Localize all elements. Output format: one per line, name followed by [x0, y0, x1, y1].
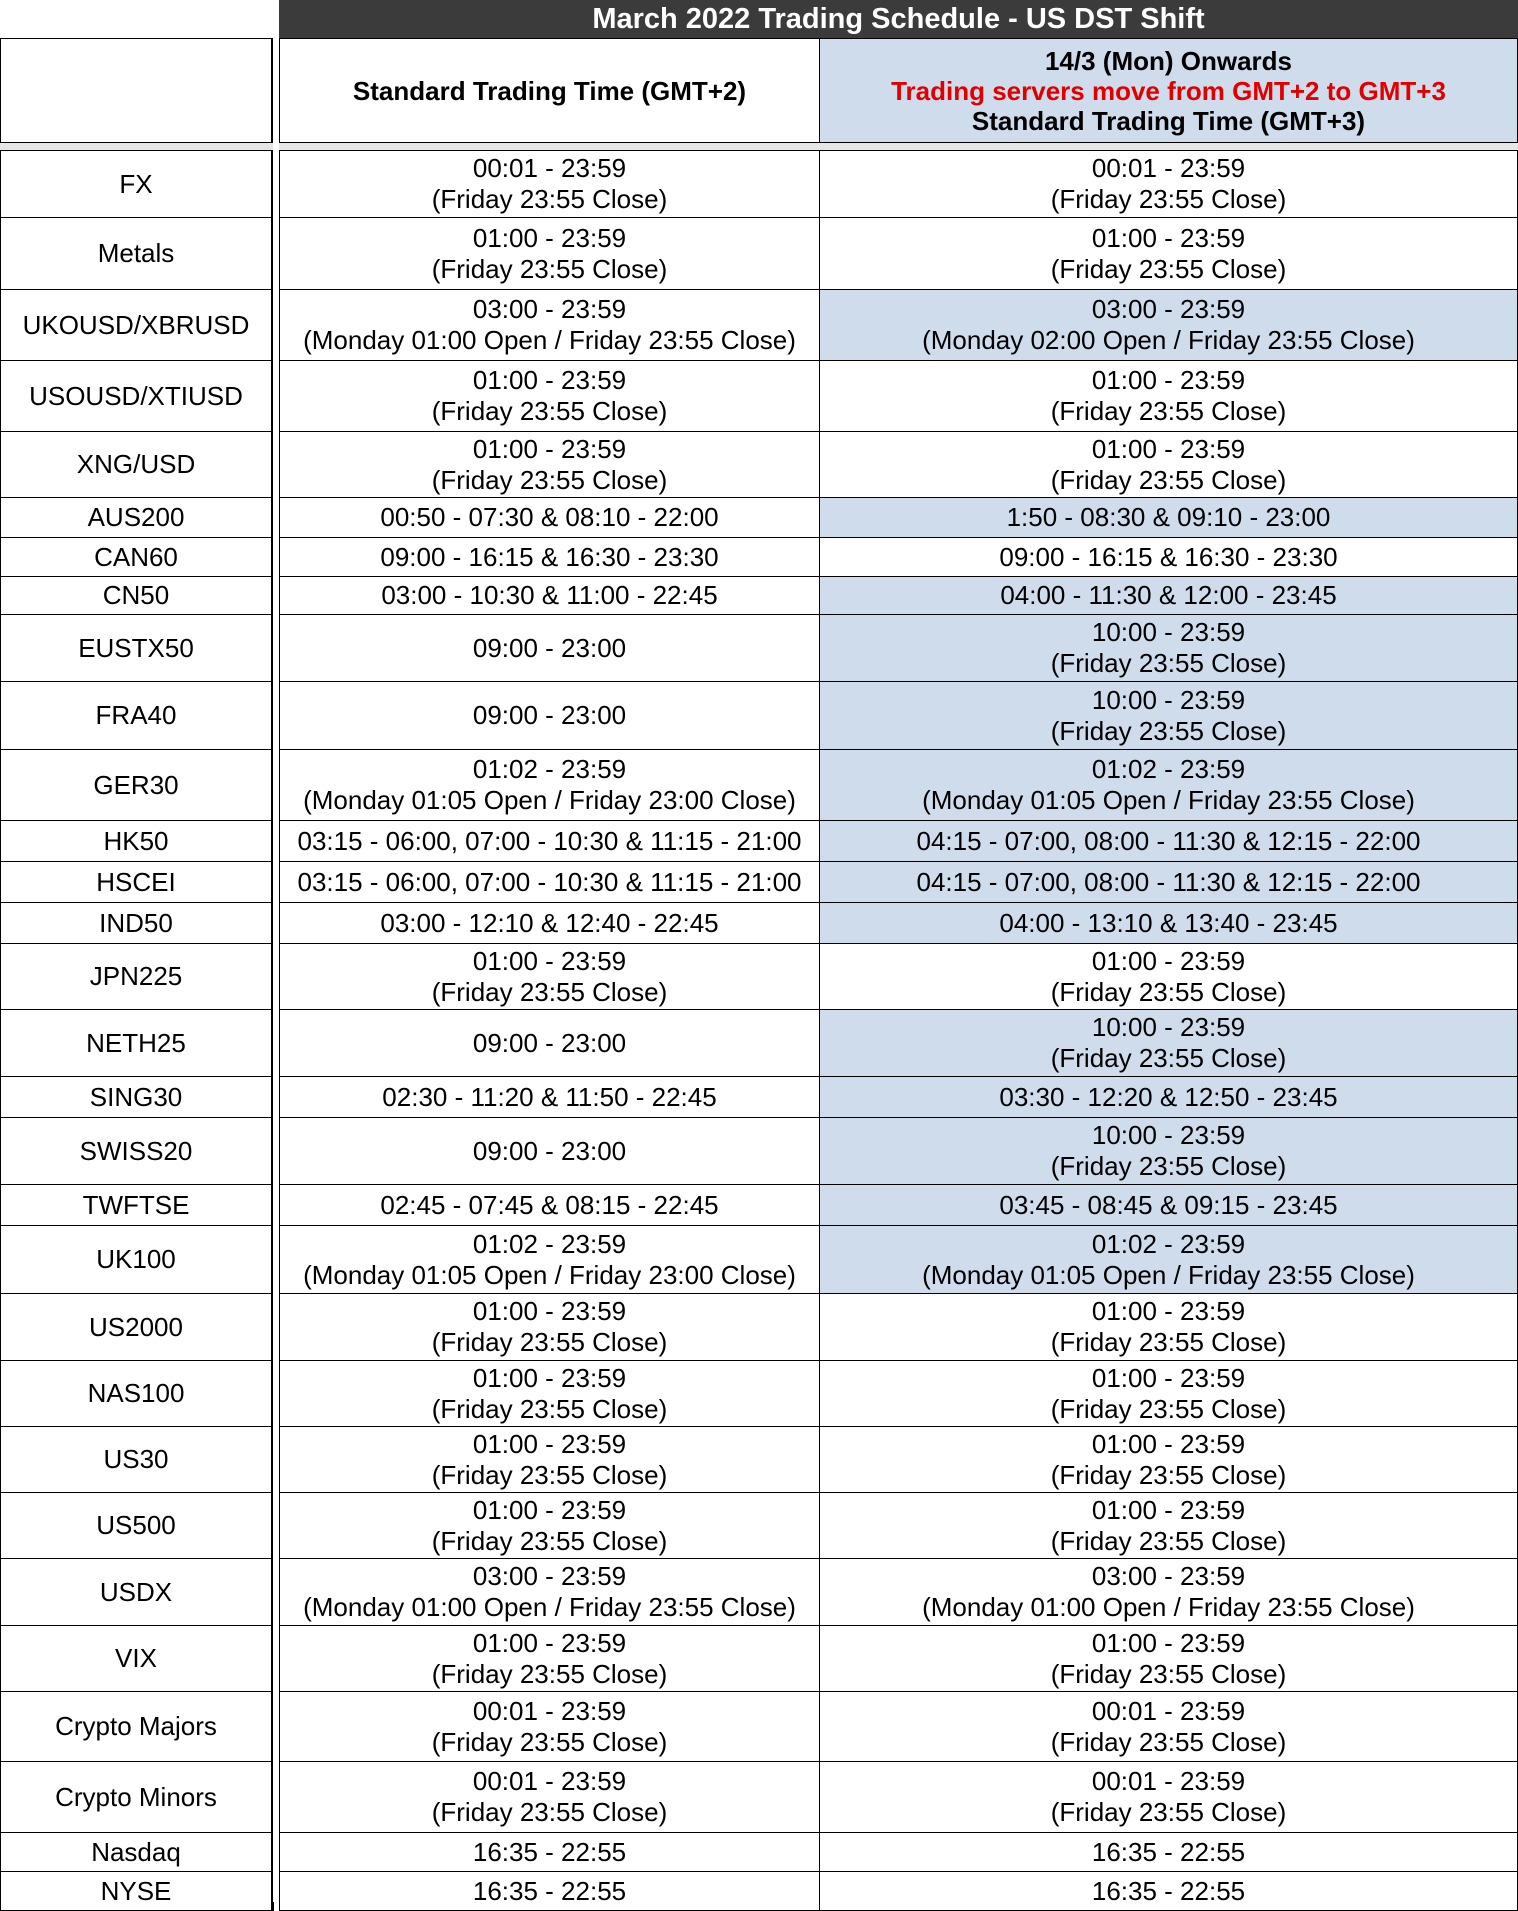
instrument-cell	[0, 861, 274, 903]
instrument-cell	[0, 943, 274, 1010]
instrument-cell	[0, 1009, 274, 1077]
header-new-time	[819, 38, 1518, 143]
current-time-cell-line: 03:00 - 12:10 & 12:40 - 22:45	[380, 907, 719, 938]
current-time-cell-line: (Monday 01:00 Open / Friday 23:55 Close)	[303, 1592, 796, 1622]
new-time-cell-line: (Monday 01:00 Open / Friday 23:55 Close)	[922, 1592, 1415, 1622]
instrument-cell-label: XNG/USD	[76, 449, 196, 479]
header-separator	[0, 143, 1518, 150]
instrument-cell-label: NAS100	[87, 1378, 185, 1408]
new-time-cell-line: 04:00 - 13:10 & 13:40 - 23:45	[999, 907, 1338, 938]
current-time-cell	[279, 497, 820, 538]
instrument-cell-label: FRA40	[95, 700, 177, 730]
instrument-cell	[0, 1184, 274, 1226]
current-time-cell-line: (Monday 01:05 Open / Friday 23:00 Close)	[303, 1259, 796, 1290]
current-time-cell-line: 00:01 - 23:59	[472, 1695, 627, 1726]
instrument-cell	[0, 614, 274, 682]
current-time-cell-line: 09:00 - 23:00	[472, 1027, 627, 1058]
schedule-title: March 2022 Trading Schedule - US DST Shift	[279, 0, 1518, 38]
current-time-cell-line: 01:00 - 23:59	[472, 222, 627, 253]
instrument-cell	[0, 1117, 274, 1185]
current-time-cell	[279, 1492, 820, 1559]
new-time-cell-line: 16:35 - 22:55	[1091, 1836, 1246, 1867]
instrument-cell-label: EUSTX50	[78, 632, 194, 663]
instrument-cell-label: CAN60	[94, 541, 178, 572]
instrument-cell-label: FX	[119, 168, 153, 199]
instrument-cell-label: VIX	[115, 1643, 157, 1673]
instrument-cell-label: HK50	[103, 825, 169, 856]
instrument-cell-label: US30	[103, 1444, 169, 1474]
new-time-cell-line: 10:00 - 23:59	[1091, 684, 1246, 715]
new-time-cell-line: (Friday 23:55 Close)	[1050, 396, 1287, 426]
current-time-cell-line: (Friday 23:55 Close)	[431, 1459, 668, 1490]
instrument-cell	[0, 749, 274, 821]
new-time-cell	[819, 1625, 1518, 1692]
current-time-cell	[279, 1009, 820, 1077]
current-time-cell	[279, 1761, 820, 1833]
instrument-cell	[0, 1076, 274, 1118]
new-time-cell	[819, 360, 1518, 432]
instrument-cell-label: SING30	[89, 1081, 183, 1112]
current-time-cell-line: 01:00 - 23:59	[472, 365, 627, 395]
current-time-cell-line: 01:00 - 23:59	[472, 433, 627, 464]
current-time-cell	[279, 902, 820, 944]
new-time-cell-line: (Friday 23:55 Close)	[1050, 1327, 1287, 1357]
current-time-cell	[279, 681, 820, 750]
new-time-cell	[819, 861, 1518, 903]
instrument-cell-label: SWISS20	[79, 1135, 193, 1166]
new-time-cell-line: (Monday 02:00 Open / Friday 23:55 Close)	[922, 325, 1415, 355]
current-time-cell-line: (Friday 23:55 Close)	[431, 976, 668, 1007]
new-time-cell	[819, 943, 1518, 1010]
new-time-cell	[819, 1293, 1518, 1361]
new-time-cell-line: (Friday 23:55 Close)	[1050, 1043, 1287, 1073]
new-time-cell-line: 00:01 - 23:59	[1091, 1695, 1246, 1726]
new-time-cell	[819, 1184, 1518, 1226]
current-time-cell-line: (Friday 23:55 Close)	[431, 1393, 668, 1424]
new-time-cell	[819, 289, 1518, 361]
new-time-cell-line: 10:00 - 23:59	[1091, 1120, 1246, 1150]
new-time-cell-line: 03:00 - 23:59	[1091, 294, 1246, 324]
current-time-cell	[279, 1117, 820, 1185]
current-time-cell-line: 16:35 - 22:55	[472, 1836, 627, 1867]
current-time-cell	[279, 1076, 820, 1118]
instrument-cell	[0, 902, 274, 944]
instrument-cell	[0, 537, 274, 577]
current-time-cell-line: (Friday 23:55 Close)	[431, 396, 668, 426]
new-time-cell-line: (Friday 23:55 Close)	[1050, 1797, 1287, 1827]
current-time-cell-line: 16:35 - 22:55	[472, 1875, 627, 1906]
new-time-cell-line: (Friday 23:55 Close)	[1050, 184, 1287, 214]
current-time-cell-line: 01:02 - 23:59	[472, 754, 627, 784]
new-time-cell	[819, 1009, 1518, 1077]
instrument-cell-label: Crypto Minors	[55, 1781, 217, 1812]
current-time-cell-line: (Friday 23:55 Close)	[431, 464, 668, 495]
new-time-cell-line: 01:00 - 23:59	[1091, 945, 1246, 976]
current-time-cell-line: 02:30 - 11:20 & 11:50 - 22:45	[382, 1081, 717, 1112]
new-time-cell-line: (Friday 23:55 Close)	[1050, 1151, 1287, 1181]
current-time-cell-line: 01:02 - 23:59	[472, 1228, 627, 1259]
current-time-cell	[279, 576, 820, 615]
new-time-cell	[819, 497, 1518, 538]
current-time-cell-line: 03:15 - 06:00, 07:00 - 10:30 & 11:15 - 21:00	[297, 825, 802, 856]
current-time-cell	[279, 1426, 820, 1493]
current-time-cell-line: 09:00 - 16:15 & 16:30 - 23:30	[380, 541, 719, 572]
current-time-cell-line: 01:00 - 23:59	[472, 1627, 627, 1658]
current-time-cell-line: 01:00 - 23:59	[472, 1362, 627, 1393]
instrument-cell-label: US2000	[89, 1311, 183, 1342]
current-time-cell	[279, 217, 820, 290]
new-time-cell	[819, 749, 1518, 821]
new-time-cell-line: (Friday 23:55 Close)	[1050, 1525, 1287, 1556]
current-time-cell-line: (Friday 23:55 Close)	[431, 184, 668, 214]
current-time-cell-line: 01:00 - 23:59	[472, 945, 627, 976]
new-time-cell-line: 03:00 - 23:59	[1091, 1561, 1246, 1591]
instrument-cell	[0, 1360, 274, 1427]
instrument-cell-label: UKOUSD/XBRUSD	[22, 309, 250, 340]
current-time-cell-line: (Monday 01:00 Open / Friday 23:55 Close)	[303, 325, 796, 355]
header-new-date: 14/3 (Mon) Onwards	[1044, 45, 1293, 76]
current-time-cell	[279, 1184, 820, 1226]
new-time-cell-line: (Friday 23:55 Close)	[1050, 1658, 1287, 1689]
new-time-cell-line: (Monday 01:05 Open / Friday 23:55 Close)	[922, 785, 1415, 815]
current-time-cell	[279, 360, 820, 432]
current-time-cell-line: (Friday 23:55 Close)	[431, 1797, 668, 1827]
new-time-cell-line: 10:00 - 23:59	[1091, 617, 1246, 647]
new-time-cell	[819, 1871, 1518, 1911]
new-time-cell-line: 01:00 - 23:59	[1091, 365, 1246, 395]
new-time-cell-line: 01:00 - 23:59	[1091, 1494, 1246, 1525]
instrument-cell	[0, 289, 274, 361]
instrument-cell-label: CN50	[102, 580, 170, 610]
current-time-cell-line: 03:00 - 23:59	[472, 294, 627, 324]
instrument-cell	[0, 1832, 274, 1872]
current-time-cell-line: 01:00 - 23:59	[472, 1296, 627, 1326]
new-time-cell-line: (Friday 23:55 Close)	[1050, 1459, 1287, 1490]
current-time-cell	[279, 861, 820, 903]
instrument-cell-label: HSCEI	[96, 866, 176, 897]
new-time-cell	[819, 431, 1518, 498]
new-time-cell-line: (Friday 23:55 Close)	[1050, 976, 1287, 1007]
new-time-cell	[819, 1832, 1518, 1872]
instrument-cell	[0, 1558, 274, 1626]
current-time-cell-line: 01:00 - 23:59	[472, 1428, 627, 1459]
instrument-cell-label: USDX	[99, 1576, 173, 1607]
instrument-cell	[0, 217, 274, 290]
current-time-cell	[279, 150, 820, 218]
current-time-cell-line: (Friday 23:55 Close)	[431, 1726, 668, 1757]
current-time-cell-line: (Friday 23:55 Close)	[431, 1327, 668, 1357]
header-current-time: Standard Trading Time (GMT+2)	[279, 38, 820, 143]
new-time-cell	[819, 1426, 1518, 1493]
new-time-cell-line: 01:02 - 23:59	[1091, 1228, 1246, 1259]
instrument-cell	[0, 1426, 274, 1493]
header-new-standard: Standard Trading Time (GMT+3)	[971, 105, 1366, 136]
current-time-cell	[279, 749, 820, 821]
new-time-cell	[819, 217, 1518, 290]
current-time-cell-line: 00:50 - 07:30 & 08:10 - 22:00	[380, 502, 719, 532]
new-time-cell-line: 04:15 - 07:00, 08:00 - 11:30 & 12:15 - 22:00	[916, 825, 1421, 856]
instrument-cell	[0, 150, 274, 218]
instrument-cell-label: IND50	[99, 907, 173, 938]
new-time-cell-line: (Friday 23:55 Close)	[1050, 253, 1287, 284]
new-time-cell-line: 00:01 - 23:59	[1091, 1766, 1246, 1796]
new-time-cell-line: 01:00 - 23:59	[1091, 1296, 1246, 1326]
new-time-cell	[819, 1117, 1518, 1185]
instrument-cell	[0, 497, 274, 538]
new-time-cell-line: 01:00 - 23:59	[1091, 1428, 1246, 1459]
instrument-cell	[0, 681, 274, 750]
current-time-cell	[279, 943, 820, 1010]
current-time-cell-line: 09:00 - 23:00	[472, 632, 627, 663]
new-time-cell	[819, 1558, 1518, 1626]
instrument-cell-label: Metals	[97, 238, 175, 268]
current-time-cell	[279, 1832, 820, 1872]
current-time-cell	[279, 1625, 820, 1692]
new-time-cell-line: 00:01 - 23:59	[1091, 153, 1246, 183]
new-time-cell	[819, 1691, 1518, 1762]
header-new-warning: Trading servers move from GMT+2 to GMT+3	[891, 75, 1446, 106]
current-time-cell-line: 03:00 - 10:30 & 11:00 - 22:45	[381, 580, 718, 610]
current-time-cell-line: (Friday 23:55 Close)	[431, 1525, 668, 1556]
instrument-cell	[0, 1691, 274, 1762]
new-time-cell	[819, 1492, 1518, 1559]
current-time-cell	[279, 614, 820, 682]
current-time-cell	[279, 1225, 820, 1294]
instrument-cell-label: US500	[96, 1510, 176, 1540]
current-time-cell	[279, 1293, 820, 1361]
current-time-cell-line: 00:01 - 23:59	[472, 1766, 627, 1796]
new-time-cell-line: (Friday 23:55 Close)	[1050, 715, 1287, 746]
new-time-cell-line: (Friday 23:55 Close)	[1050, 1726, 1287, 1757]
new-time-cell-line: (Monday 01:05 Open / Friday 23:55 Close)	[922, 1259, 1415, 1290]
instrument-cell-label: UK100	[96, 1244, 176, 1274]
current-time-cell-line: 09:00 - 23:00	[472, 1135, 627, 1166]
current-time-cell-line: 02:45 - 07:45 & 08:15 - 22:45	[380, 1189, 719, 1220]
instrument-cell-label: GER30	[93, 769, 179, 800]
instrument-cell-label: TWFTSE	[82, 1189, 190, 1220]
current-time-cell	[279, 431, 820, 498]
instrument-cell-label: JPN225	[89, 961, 183, 991]
new-time-cell-line: 01:00 - 23:59	[1091, 433, 1246, 464]
current-time-cell-line: (Friday 23:55 Close)	[431, 1658, 668, 1689]
header-instrument	[0, 38, 274, 143]
new-time-cell-line: 09:00 - 16:15 & 16:30 - 23:30	[999, 541, 1338, 572]
current-time-cell	[279, 289, 820, 361]
new-time-cell-line: 03:30 - 12:20 & 12:50 - 23:45	[999, 1081, 1338, 1112]
instrument-cell-label: NYSE	[100, 1875, 172, 1906]
instrument-cell	[0, 1293, 274, 1361]
new-time-cell	[819, 681, 1518, 750]
new-time-cell-line: 01:00 - 23:59	[1091, 222, 1246, 253]
column-separator	[273, 0, 279, 1902]
current-time-cell-line: (Friday 23:55 Close)	[431, 253, 668, 284]
new-time-cell-line: 01:00 - 23:59	[1091, 1362, 1246, 1393]
new-time-cell-line: (Friday 23:55 Close)	[1050, 1393, 1287, 1424]
new-time-cell-line: 04:15 - 07:00, 08:00 - 11:30 & 12:15 - 22:00	[916, 866, 1421, 897]
current-time-cell-line: 09:00 - 23:00	[472, 700, 627, 730]
instrument-cell	[0, 431, 274, 498]
new-time-cell	[819, 614, 1518, 682]
new-time-cell-line: 04:00 - 11:30 & 12:00 - 23:45	[1000, 580, 1337, 610]
new-time-cell	[819, 820, 1518, 862]
new-time-cell-line: 03:45 - 08:45 & 09:15 - 23:45	[999, 1189, 1338, 1220]
current-time-cell-line: (Monday 01:05 Open / Friday 23:00 Close)	[303, 785, 796, 815]
new-time-cell	[819, 1225, 1518, 1294]
current-time-cell	[279, 537, 820, 577]
current-time-cell	[279, 1558, 820, 1626]
current-time-cell-line: 01:00 - 23:59	[472, 1494, 627, 1525]
current-time-cell	[279, 1871, 820, 1911]
instrument-cell-label: Nasdaq	[91, 1836, 181, 1867]
new-time-cell-line: (Friday 23:55 Close)	[1050, 464, 1287, 495]
new-time-cell	[819, 1360, 1518, 1427]
current-time-cell-line: 00:01 - 23:59	[472, 153, 627, 183]
instrument-cell	[0, 1761, 274, 1833]
instrument-cell	[0, 1871, 274, 1911]
current-time-cell	[279, 1360, 820, 1427]
new-time-cell-line: 16:35 - 22:55	[1091, 1875, 1246, 1906]
instrument-cell-label: AUS200	[87, 502, 185, 532]
instrument-cell-label: Crypto Majors	[55, 1711, 217, 1741]
current-time-cell	[279, 1691, 820, 1762]
instrument-cell	[0, 1625, 274, 1692]
instrument-cell	[0, 1225, 274, 1294]
new-time-cell-line: 01:02 - 23:59	[1091, 754, 1246, 784]
instrument-cell-label: NETH25	[86, 1027, 186, 1058]
instrument-cell	[0, 576, 274, 615]
current-time-cell	[279, 820, 820, 862]
new-time-cell	[819, 1076, 1518, 1118]
new-time-cell	[819, 537, 1518, 577]
new-time-cell-line: 10:00 - 23:59	[1091, 1012, 1246, 1042]
current-time-cell-line: 03:00 - 23:59	[472, 1561, 627, 1591]
instrument-cell-label: USOUSD/XTIUSD	[29, 380, 243, 411]
new-time-cell	[819, 576, 1518, 615]
current-time-cell-line: 03:15 - 06:00, 07:00 - 10:30 & 11:15 - 21:00	[297, 866, 802, 897]
new-time-cell-line: 1:50 - 08:30 & 09:10 - 23:00	[1006, 502, 1331, 532]
instrument-cell	[0, 1492, 274, 1559]
new-time-cell	[819, 150, 1518, 218]
instrument-cell	[0, 360, 274, 432]
new-time-cell	[819, 902, 1518, 944]
new-time-cell	[819, 1761, 1518, 1833]
new-time-cell-line: (Friday 23:55 Close)	[1050, 648, 1287, 678]
new-time-cell-line: 01:00 - 23:59	[1091, 1627, 1246, 1658]
instrument-cell	[0, 820, 274, 862]
